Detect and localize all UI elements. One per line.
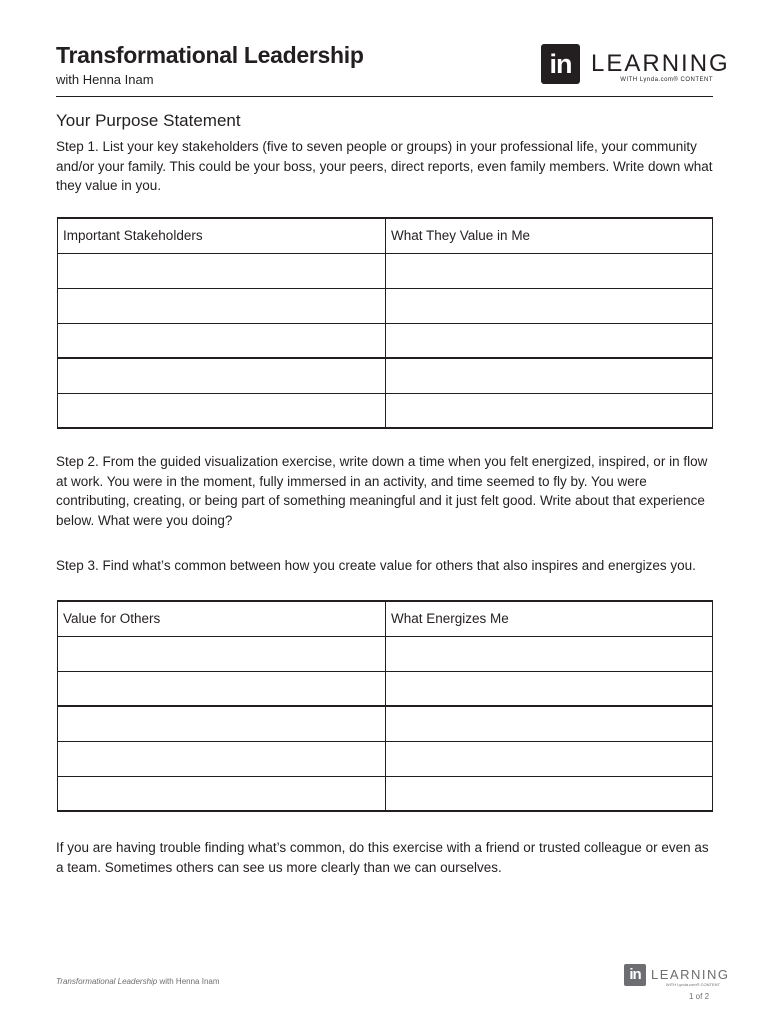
table-row [58,323,713,358]
table-cell[interactable] [386,288,713,323]
table-row [58,671,713,706]
table-header-cell: Important Stakeholders [58,218,386,253]
table-row [58,741,713,776]
table-row [58,358,713,393]
section-title: Your Purpose Statement [56,111,241,130]
step-3-text: Step 3. Find what’s common between how you create value for others that also inspires and energizes you. [56,558,696,573]
table-header-row [58,601,713,636]
table-row [58,253,713,288]
table-cell[interactable] [58,288,386,323]
footer-credit [56,977,220,986]
table-cell[interactable] [58,776,386,811]
page-number: 1 of 2 [689,992,710,1001]
table-row [58,776,713,811]
table-row [58,706,713,741]
document-header [56,40,730,97]
table-cell[interactable] [58,741,386,776]
table-cell[interactable] [58,706,386,741]
table-cell[interactable] [58,636,386,671]
table-row [58,393,713,428]
footer-author: with Henna Inam [157,977,220,986]
table-cell[interactable] [386,393,713,428]
table-cell[interactable] [58,671,386,706]
table-header-row [58,218,713,253]
table-cell[interactable] [58,393,386,428]
table-cell[interactable] [58,253,386,288]
document-title: Transformational Leadership [56,42,364,68]
table-cell[interactable] [386,741,713,776]
table-cell[interactable] [386,706,713,741]
logo-subtext: WITH Lynda.com® CONTENT [620,77,713,83]
table-row [58,636,713,671]
linkedin-learning-logo [541,44,730,84]
table-cell[interactable] [386,323,713,358]
table-header-cell: Value for Others [58,601,386,636]
table-row [58,288,713,323]
closing-text: If you are having trouble finding what’s common, do this exercise with a friend or trusted colleague or even as a team. Sometimes others can see us more clearly than we can ourselves. [56,840,709,875]
logo-wordmark: LEARNING [591,50,730,77]
table-header-cell: What Energizes Me [386,601,713,636]
stakeholders-table [57,217,713,429]
table-cell[interactable] [386,358,713,393]
table-cell[interactable] [386,671,713,706]
linkedin-in-icon: in [541,44,580,84]
table-cell[interactable] [386,636,713,671]
value-energy-table [57,600,713,812]
table-cell[interactable] [58,323,386,358]
footer-logo-wordmark: LEARNING [651,967,730,982]
table-cell[interactable] [386,776,713,811]
table-cell[interactable] [386,253,713,288]
linkedin-in-icon: in [624,964,646,986]
step-1-text: Step 1. List your key stakeholders (five to seven people or groups) in your professional life, your community and/or your family. This could be your boss, your peers, direct reports, even family members. Write down what they value in you. [56,139,713,193]
table-header-cell: What They Value in Me [386,218,713,253]
footer-course-title: Transformational Leadership [56,977,158,986]
document-subtitle: with Henna Inam [56,72,154,87]
step-2-text: Step 2. From the guided visualization exercise, write down a time when you felt energized, inspired, or in flow at work. You were in the moment, fully immersed in an activity, and time seemed to fly by. You were contributing, creating, or being part of something meaningful and it just felt good. Write about that experience below. What were you doing? [56,454,708,528]
footer-logo-subtext: WITH Lynda.com® CONTENT [665,982,720,987]
footer-logo [624,964,730,988]
table-cell[interactable] [58,358,386,393]
